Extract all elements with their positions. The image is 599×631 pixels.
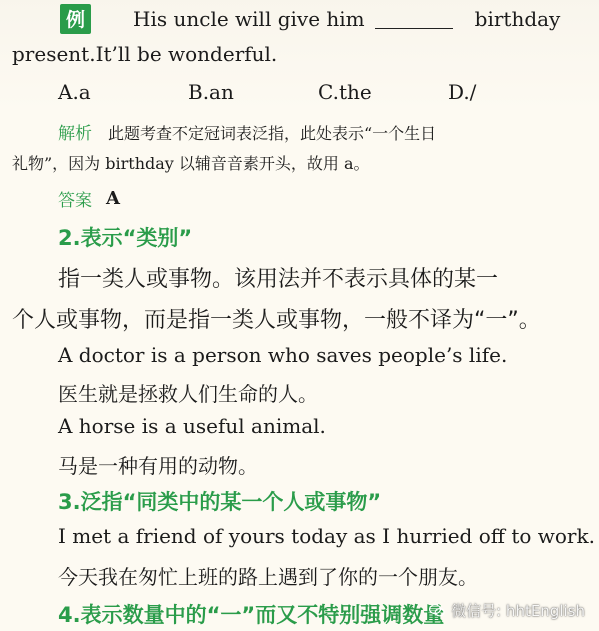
option-a: A.a (58, 80, 91, 104)
watermark-text: 微信号: hhtEnglish (451, 602, 585, 620)
option-b: B.an (188, 80, 234, 104)
section-4-heading: 4.表示数量中的“一”而又不特别强调数量 (58, 603, 445, 627)
example-badge: 例 (60, 4, 91, 34)
watermark (429, 600, 585, 621)
example-en-3: I met a friend of yours today as I hurried off to work. (58, 524, 595, 548)
option-c: C.the (318, 80, 372, 104)
example-cn-3: 今天我在匆忙上班的路上遇到了你的一个朋友。 (58, 565, 478, 589)
analysis-text-1: 此题考查不定冠词表泛指，此处表示“一个生日 (108, 124, 437, 143)
answer-row (58, 186, 120, 211)
section-2-paragraph-line1: 指一类人或事物。该用法并不表示具体的某一 (58, 267, 499, 292)
option-d: D./ (448, 80, 477, 104)
example-en-2: A horse is a useful animal. (58, 414, 326, 438)
answer-value: A (106, 188, 120, 209)
analysis-label: 解析 (58, 124, 92, 144)
section-2-paragraph-line2: 个人或事物，而是指一类人或事物，一般不译为“一”。 (12, 308, 541, 333)
analysis-line1 (58, 119, 436, 144)
example-sentence-line2: present.It’ll be wonderful. (12, 42, 278, 66)
answer-options (58, 80, 578, 104)
analysis-text-2: 礼物”，因为 birthday 以辅音音素开头，故用 a。 (12, 154, 370, 173)
example-row (12, 4, 587, 34)
example-cn-1: 医生就是拯救人们生命的人。 (58, 382, 318, 406)
example-sentence-part2: birthday (474, 7, 561, 31)
section-3-heading: 3.泛指“同类中的某一个人或事物” (58, 490, 382, 514)
wechat-icon (429, 604, 445, 617)
example-en-1: A doctor is a person who saves people’s life. (58, 343, 508, 367)
example-cn-2: 马是一种有用的动物。 (58, 454, 258, 478)
fill-in-blank (375, 10, 453, 29)
example-sentence-part1: His uncle will give him (133, 7, 365, 31)
answer-label: 答案 (58, 191, 92, 211)
section-2-heading: 2.表示“类别” (58, 226, 193, 250)
